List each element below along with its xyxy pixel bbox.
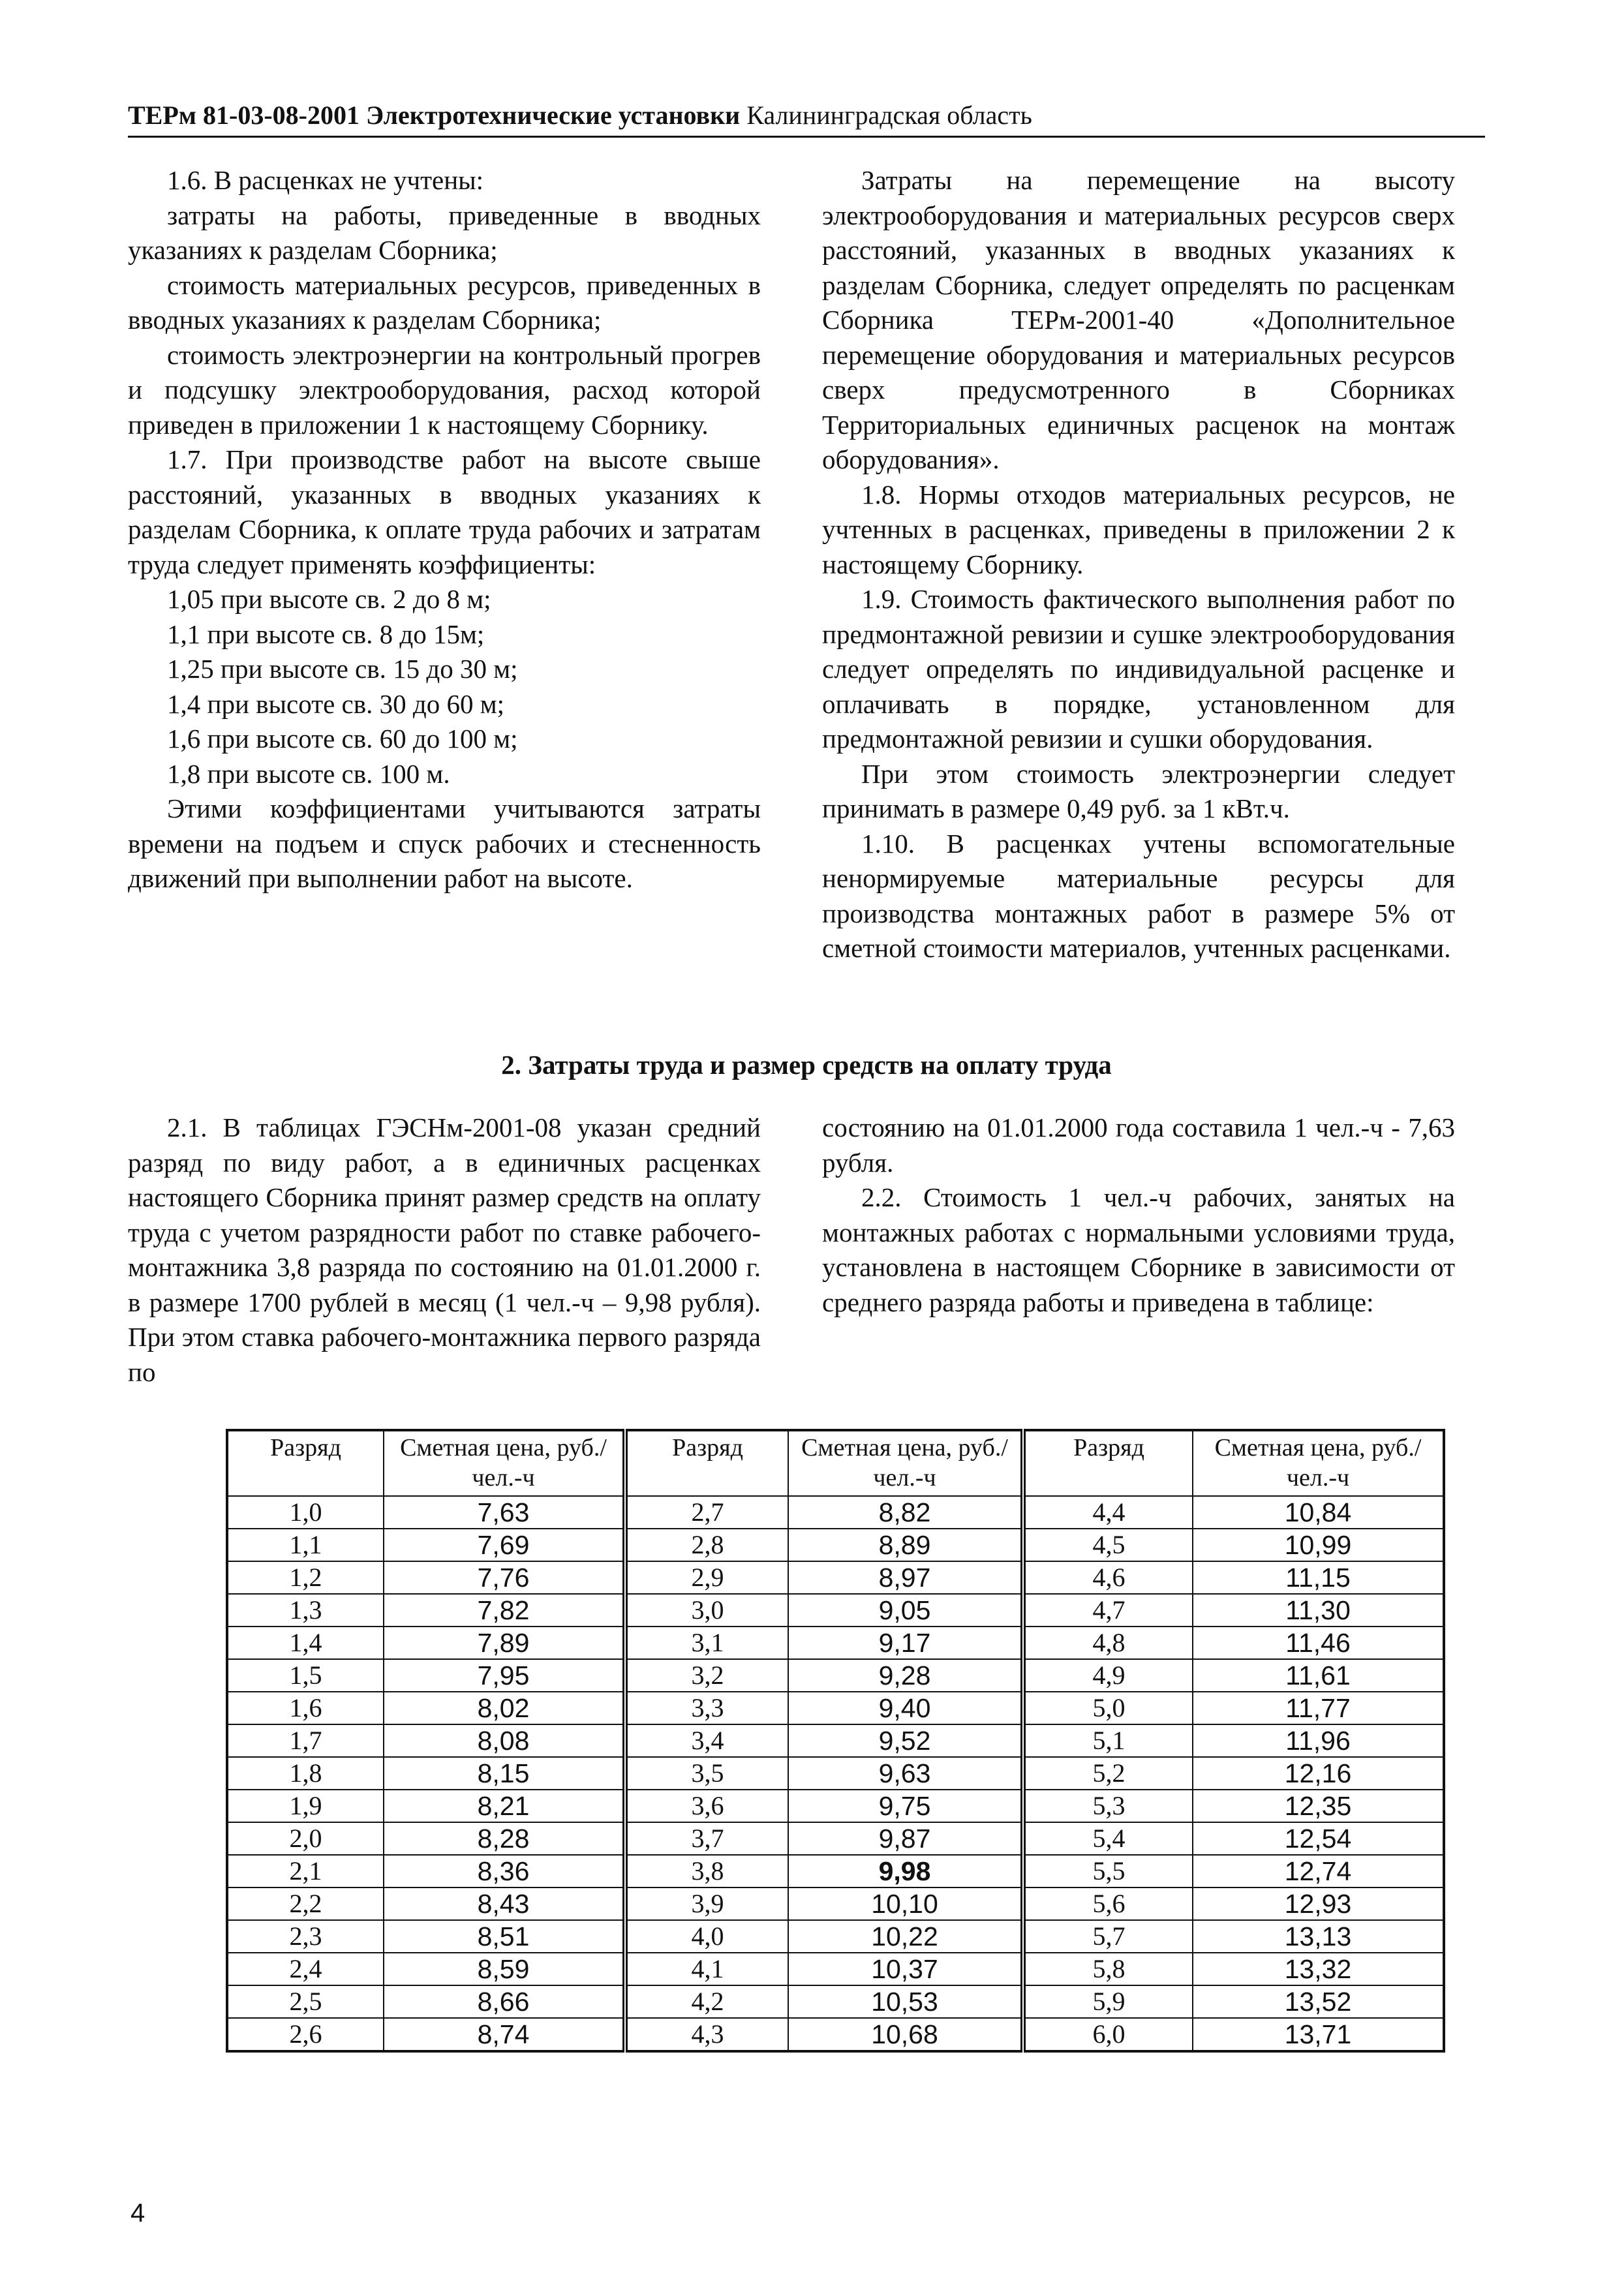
grade-cell: 1,8 xyxy=(227,1757,384,1790)
table-row xyxy=(227,2018,1444,2051)
table-row xyxy=(227,1920,1444,1953)
price-cell: 8,21 xyxy=(384,1790,625,1822)
price-cell: 7,95 xyxy=(384,1659,625,1692)
grade-cell: 2,1 xyxy=(227,1855,384,1887)
running-header xyxy=(128,99,1485,138)
price-cell: 8,97 xyxy=(788,1561,1023,1594)
grade-cell: 2,0 xyxy=(227,1822,384,1855)
price-cell: 12,35 xyxy=(1193,1790,1444,1822)
price-cell: 10,53 xyxy=(788,1985,1023,2018)
price-cell: 13,52 xyxy=(1193,1985,1444,2018)
grade-cell: 5,9 xyxy=(1023,1985,1193,2018)
right-column-paragraph: 1.10. В расценках учтены вспомогательные ненормируемые материальные ресурсы для производства монтажных работ в размере 5% от сметной стоимости материалов, учтенных расценками. xyxy=(822,828,1455,963)
price-cell: 8,08 xyxy=(384,1724,625,1757)
price-cell: 10,37 xyxy=(788,1953,1023,1985)
price-cell: 10,68 xyxy=(788,2018,1023,2051)
grade-cell: 4,4 xyxy=(1023,1496,1193,1529)
grade-cell: 2,2 xyxy=(227,1887,384,1920)
price-cell: 13,71 xyxy=(1193,2018,1444,2051)
header-code: ТЕРм 81-03-08-2001 Электротехнические установки xyxy=(128,100,741,130)
left-column-paragraph: 1,6 при высоте св. 60 до 100 м; xyxy=(167,724,518,754)
grade-cell: 5,5 xyxy=(1023,1855,1193,1887)
price-cell: 9,63 xyxy=(788,1757,1023,1790)
left-column-paragraph: Этими коэффициентами учитываются затраты времени на подъем и спуск рабочих и стесненность движений при выполнении работ на высоте. xyxy=(128,793,761,893)
table-row xyxy=(227,1529,1444,1561)
grade-cell: 1,9 xyxy=(227,1790,384,1822)
column-header-price: Сметная цена, руб./чел.-ч xyxy=(1193,1430,1444,1496)
price-cell: 11,15 xyxy=(1193,1561,1444,1594)
grade-cell: 3,2 xyxy=(625,1659,788,1692)
grade-cell: 1,2 xyxy=(227,1561,384,1594)
grade-cell: 3,6 xyxy=(625,1790,788,1822)
right-column-paragraph: 1.9. Стоимость фактического выполнения работ по предмонтажной ревизии и сушке электрооборудования следует определять по индивидуальной расценке и оплачивать в порядке, установленном для предмонтажной ревизии и сушки оборудования. xyxy=(822,584,1455,754)
grade-cell: 1,5 xyxy=(227,1659,384,1692)
section-2-right-paragraph: состоянию на 01.01.2000 года составила 1 чел.-ч - 7,63 рубля. xyxy=(822,1112,1455,1178)
price-cell: 9,05 xyxy=(788,1594,1023,1627)
grade-cell: 3,7 xyxy=(625,1822,788,1855)
grade-cell: 5,4 xyxy=(1023,1822,1193,1855)
section-2-left-text xyxy=(128,1110,761,1390)
price-cell: 8,89 xyxy=(788,1529,1023,1561)
price-cell: 9,17 xyxy=(788,1627,1023,1659)
section-2-left-paragraph: 2.1. В таблицах ГЭСНм-2001-08 указан средний разряд по виду работ, а в единичных расценках настоящего Сборника принят размер средств на оплату труда с учетом разрядности работ по ставке рабочего-монтажника 3,8 разряда по состоянию на 01.01.2000 г. в размере 1700 рублей в месяц (1 чел.-ч – 9,98 рубля). При этом ставка рабочего-монтажника первого разряда по xyxy=(128,1112,761,1387)
price-cell: 9,52 xyxy=(788,1724,1023,1757)
price-cell: 7,76 xyxy=(384,1561,625,1594)
grade-cell: 3,9 xyxy=(625,1887,788,1920)
price-cell: 8,15 xyxy=(384,1757,625,1790)
grade-cell: 4,5 xyxy=(1023,1529,1193,1561)
table-header-row xyxy=(227,1430,1444,1496)
grade-cell: 4,7 xyxy=(1023,1594,1193,1627)
price-cell: 7,89 xyxy=(384,1627,625,1659)
grade-cell: 2,7 xyxy=(625,1496,788,1529)
left-column-paragraph: 1.7. При производстве работ на высоте свыше расстояний, указанных в вводных указаниях к разделам Сборника, к оплате труда рабочих и затратам труда следует применять коэффициенты: xyxy=(128,444,761,579)
price-cell: 8,82 xyxy=(788,1496,1023,1529)
left-column-paragraph: стоимость электроэнергии на контрольный прогрев и подсушку электрооборудования, расход которой приведен в приложении 1 к настоящему Сборнику. xyxy=(128,339,761,440)
grade-cell: 5,6 xyxy=(1023,1887,1193,1920)
price-cell: 7,82 xyxy=(384,1594,625,1627)
left-column-paragraph: 1,8 при высоте св. 100 м. xyxy=(167,758,450,789)
grade-cell: 5,8 xyxy=(1023,1953,1193,1985)
right-column-paragraph: 1.8. Нормы отходов материальных ресурсов, не учтенных в расценках, приведены в приложении 2 к настоящему Сборнику. xyxy=(822,479,1455,579)
table-row xyxy=(227,1724,1444,1757)
grade-cell: 3,1 xyxy=(625,1627,788,1659)
price-cell: 8,43 xyxy=(384,1887,625,1920)
grade-cell: 4,8 xyxy=(1023,1627,1193,1659)
left-column-paragraph: 1,4 при высоте св. 30 до 60 м; xyxy=(167,688,505,719)
price-cell: 10,84 xyxy=(1193,1496,1444,1529)
grade-cell: 1,4 xyxy=(227,1627,384,1659)
grade-cell: 2,8 xyxy=(625,1529,788,1561)
grade-cell: 2,9 xyxy=(625,1561,788,1594)
price-cell: 8,02 xyxy=(384,1692,625,1724)
wage-rate-table xyxy=(226,1429,1445,2053)
price-cell: 8,74 xyxy=(384,2018,625,2051)
table-row xyxy=(227,1855,1444,1887)
table-row xyxy=(227,1887,1444,1920)
header-region: Калининградская область xyxy=(746,100,1032,130)
right-column-paragraph: При этом стоимость электроэнергии следует принимать в размере 0,49 руб. за 1 кВт.ч. xyxy=(822,758,1455,823)
price-cell: 10,22 xyxy=(788,1920,1023,1953)
table-row xyxy=(227,1496,1444,1529)
grade-cell: 3,0 xyxy=(625,1594,788,1627)
price-cell: 12,93 xyxy=(1193,1887,1444,1920)
column-header-grade: Разряд xyxy=(227,1430,384,1496)
left-column-paragraph: 1,25 при высоте св. 15 до 30 м; xyxy=(167,654,518,684)
page-number: 4 xyxy=(130,2199,146,2227)
section-2-title: 2. Затраты труда и размер средств на оплату труда xyxy=(501,1050,1112,1080)
grade-cell: 1,3 xyxy=(227,1594,384,1627)
grade-cell: 4,6 xyxy=(1023,1561,1193,1594)
price-cell: 7,69 xyxy=(384,1529,625,1561)
price-cell: 12,54 xyxy=(1193,1822,1444,1855)
price-cell: 7,63 xyxy=(384,1496,625,1529)
left-column-paragraph: 1,05 при высоте св. 2 до 8 м; xyxy=(167,584,491,614)
column-header-price: Сметная цена, руб./чел.-ч xyxy=(384,1430,625,1496)
grade-cell: 5,7 xyxy=(1023,1920,1193,1953)
column-header-grade: Разряд xyxy=(625,1430,788,1496)
grade-cell: 3,3 xyxy=(625,1692,788,1724)
table-row xyxy=(227,1953,1444,1985)
grade-cell: 1,1 xyxy=(227,1529,384,1561)
price-cell: 9,40 xyxy=(788,1692,1023,1724)
grade-cell: 5,1 xyxy=(1023,1724,1193,1757)
grade-cell: 4,0 xyxy=(625,1920,788,1953)
grade-cell: 1,0 xyxy=(227,1496,384,1529)
right-column-paragraph: Затраты на перемещение на высоту электрооборудования и материальных ресурсов сверх расстояний, указанных в вводных указаниях к разделам Сборника, следует определять по расценкам Сборника ТЕРм-2001-40 «Дополнительное перемещение оборудования и материальных ресурсов сверх предусмотренного в Сборниках Территориальных единичных расценок на монтаж оборудования». xyxy=(822,165,1455,474)
column-header-grade: Разряд xyxy=(1023,1430,1193,1496)
grade-cell: 4,3 xyxy=(625,2018,788,2051)
grade-cell: 4,9 xyxy=(1023,1659,1193,1692)
price-cell: 9,87 xyxy=(788,1822,1023,1855)
grade-cell: 4,1 xyxy=(625,1953,788,1985)
price-cell: 8,36 xyxy=(384,1855,625,1887)
column-header-price: Сметная цена, руб./чел.-ч xyxy=(788,1430,1023,1496)
table-row xyxy=(227,1692,1444,1724)
grade-cell: 6,0 xyxy=(1023,2018,1193,2051)
price-cell: 8,59 xyxy=(384,1953,625,1985)
grade-cell: 3,4 xyxy=(625,1724,788,1757)
left-column-paragraph: стоимость материальных ресурсов, приведенных в вводных указаниях к разделам Сборника; xyxy=(128,269,761,335)
price-cell: 8,28 xyxy=(384,1822,625,1855)
grade-cell: 3,8 xyxy=(625,1855,788,1887)
section-2-right-paragraph: 2.2. Стоимость 1 чел.-ч рабочих, занятых на монтажных работах с нормальными условиями труда, установлена в настоящем Сборнике в зависимости от среднего разряда работы и приведена в таблице: xyxy=(822,1182,1455,1317)
table-row xyxy=(227,1985,1444,2018)
price-cell: 12,74 xyxy=(1193,1855,1444,1887)
grade-cell: 2,3 xyxy=(227,1920,384,1953)
table-row xyxy=(227,1627,1444,1659)
price-cell: 12,16 xyxy=(1193,1757,1444,1790)
table-body xyxy=(227,1496,1444,2051)
price-cell: 11,61 xyxy=(1193,1659,1444,1692)
left-column-text xyxy=(128,163,761,896)
price-cell: 13,13 xyxy=(1193,1920,1444,1953)
price-cell: 11,30 xyxy=(1193,1594,1444,1627)
price-cell: 11,96 xyxy=(1193,1724,1444,1757)
grade-cell: 4,2 xyxy=(625,1985,788,2018)
price-cell: 8,51 xyxy=(384,1920,625,1953)
table-row xyxy=(227,1822,1444,1855)
grade-cell: 1,6 xyxy=(227,1692,384,1724)
table-row xyxy=(227,1757,1444,1790)
right-column-text xyxy=(822,163,1455,966)
grade-cell: 2,5 xyxy=(227,1985,384,2018)
price-cell: 9,28 xyxy=(788,1659,1023,1692)
table-row xyxy=(227,1790,1444,1822)
section-2-right-text xyxy=(822,1110,1455,1320)
left-column-paragraph: затраты на работы, приведенные в вводных указаниях к разделам Сборника; xyxy=(128,200,761,265)
grade-cell: 1,7 xyxy=(227,1724,384,1757)
price-cell: 9,75 xyxy=(788,1790,1023,1822)
price-cell: 11,46 xyxy=(1193,1627,1444,1659)
table-row xyxy=(227,1594,1444,1627)
price-cell: 9,98 xyxy=(788,1855,1023,1887)
grade-cell: 5,2 xyxy=(1023,1757,1193,1790)
table-row xyxy=(227,1659,1444,1692)
price-cell: 10,10 xyxy=(788,1887,1023,1920)
grade-cell: 3,5 xyxy=(625,1757,788,1790)
price-cell: 8,66 xyxy=(384,1985,625,2018)
price-cell: 13,32 xyxy=(1193,1953,1444,1985)
price-cell: 10,99 xyxy=(1193,1529,1444,1561)
left-column-paragraph: 1,1 при высоте св. 8 до 15м; xyxy=(167,619,485,649)
price-cell: 11,77 xyxy=(1193,1692,1444,1724)
grade-cell: 2,4 xyxy=(227,1953,384,1985)
table-row xyxy=(227,1561,1444,1594)
grade-cell: 5,0 xyxy=(1023,1692,1193,1724)
left-column-paragraph: 1.6. В расценках не учтены: xyxy=(167,165,484,195)
grade-cell: 5,3 xyxy=(1023,1790,1193,1822)
grade-cell: 2,6 xyxy=(227,2018,384,2051)
